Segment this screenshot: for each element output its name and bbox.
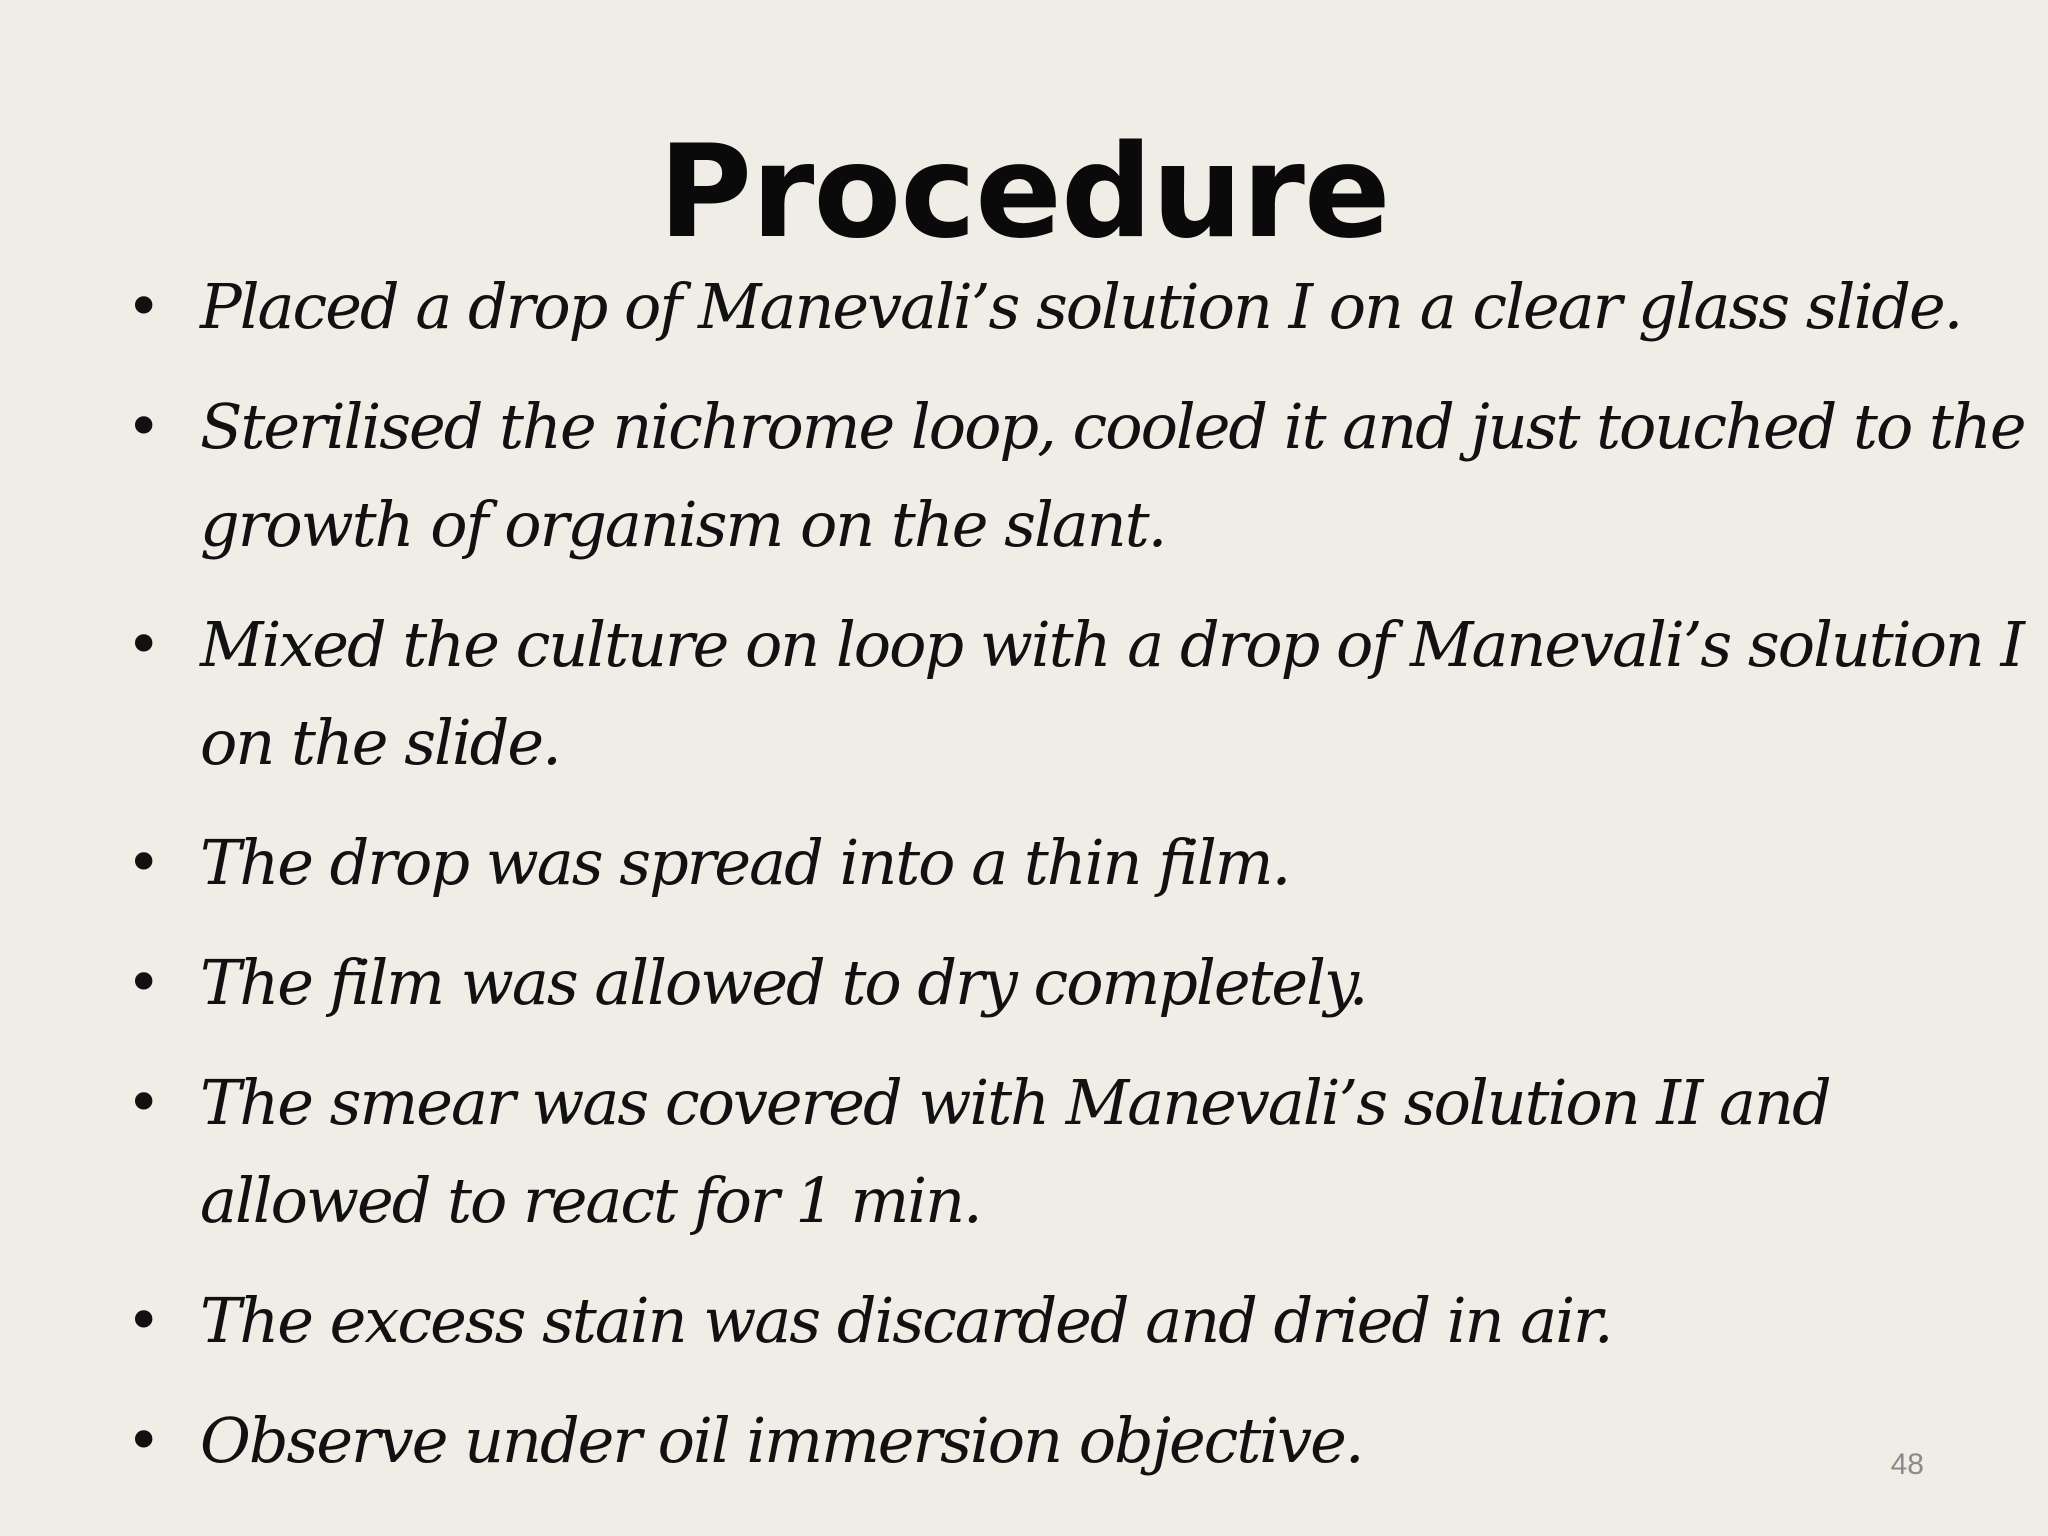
bullet-item-6-continued: allowed to react for 1 min. xyxy=(200,1164,981,1237)
bullet-item-3-continued: on the slide. xyxy=(200,706,560,779)
bullet-item-5: • The film was allowed to dry completely. xyxy=(200,934,1920,1032)
bullet-item-3: • Mixed the culture on loop with a drop of Manevali’s solution I xyxy=(200,596,1920,694)
bullet-item-8: • Observe under oil immersion objective. xyxy=(200,1392,1920,1490)
bullet-item-2-continued: growth of organism on the slant. xyxy=(200,488,1166,561)
bullet-item-2: • Sterilised the nichrome loop, cooled it and just touched to the xyxy=(200,378,1920,476)
page-number: 48 xyxy=(1890,1448,1924,1481)
bullet-item-4: • The drop was spread into a thin film. xyxy=(200,814,1920,912)
bullet-item-6: • The smear was covered with Manevali’s solution II and xyxy=(200,1054,1920,1152)
bullet-item-1: • Placed a drop of Manevali’s solution I on a clear glass slide. xyxy=(200,258,1920,356)
bullet-item-7: • The excess stain was discarded and dried in air. xyxy=(200,1272,1920,1370)
slide-title: Procedure xyxy=(658,118,1390,267)
